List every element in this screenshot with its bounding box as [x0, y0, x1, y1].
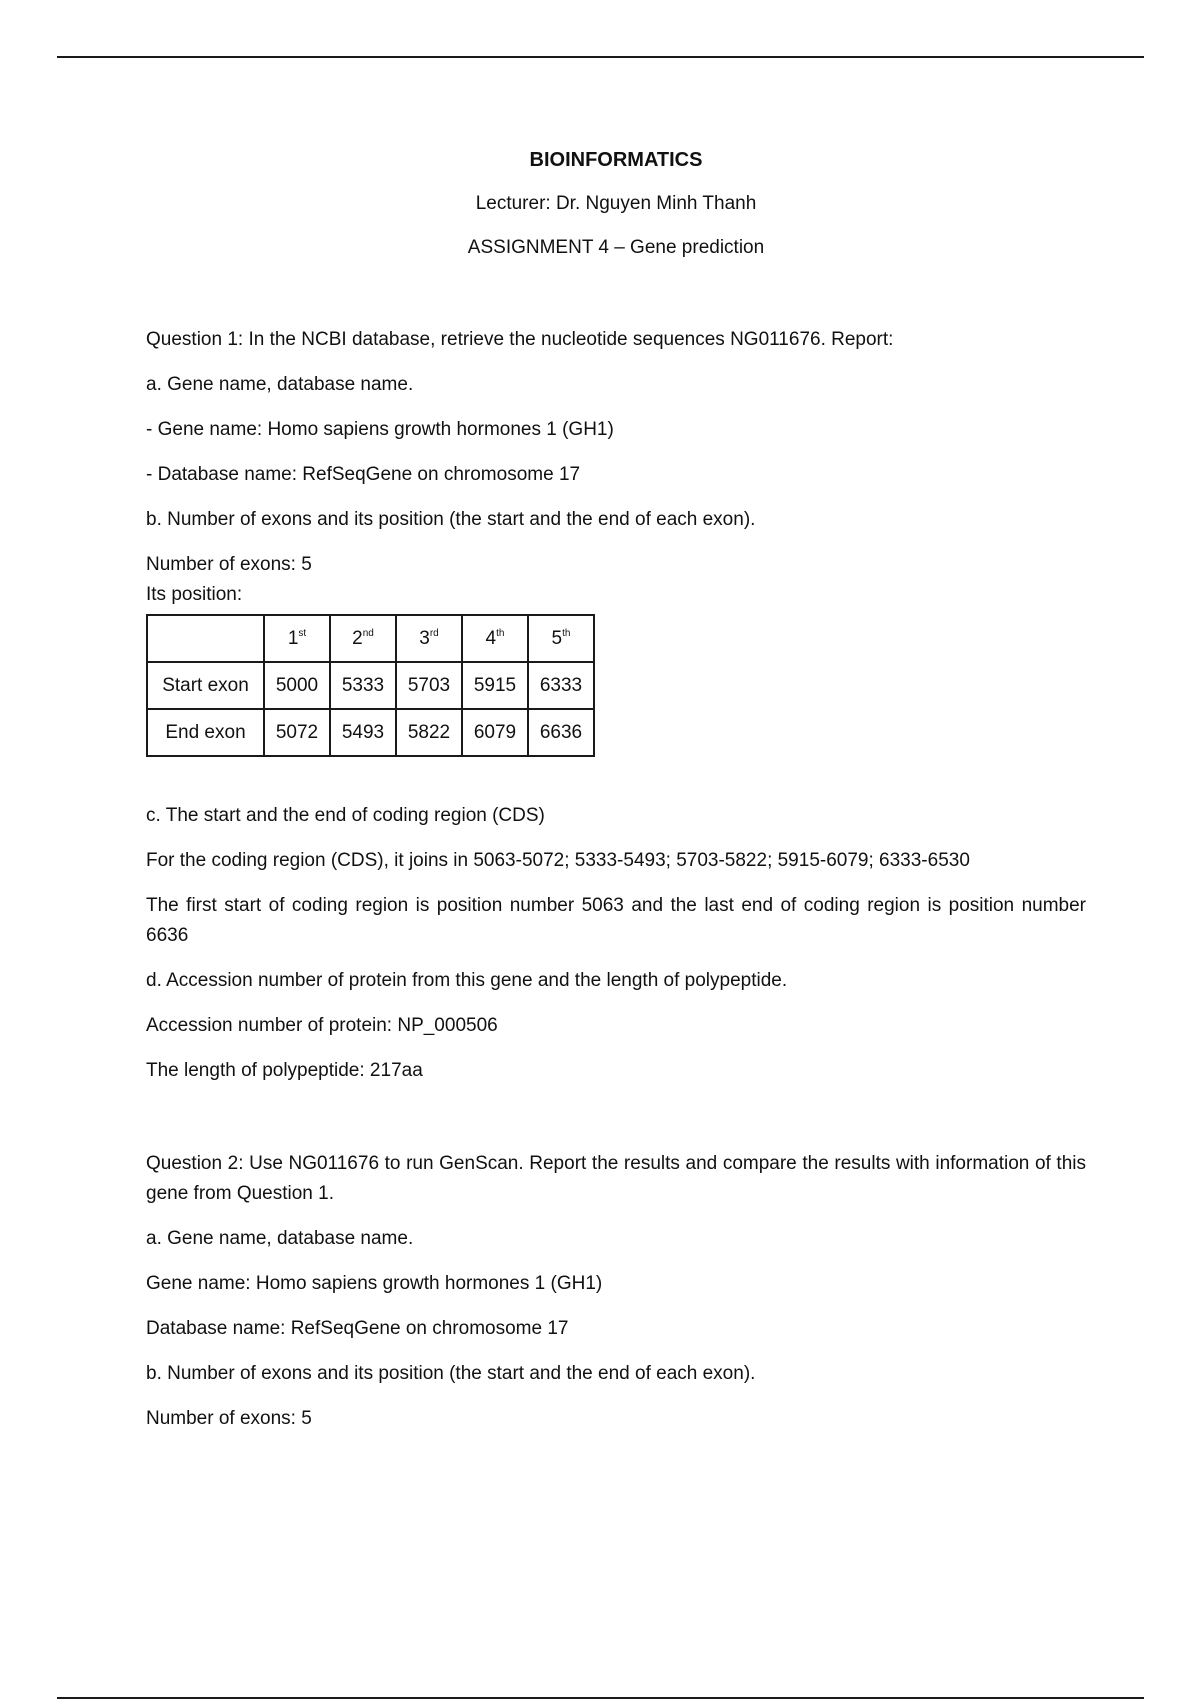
table-header-cell: 3rd: [396, 615, 462, 662]
q2-database-name: Database name: RefSeqGene on chromosome 17: [146, 1318, 569, 1339]
q1-accession: Accession number of protein: NP_000506: [146, 1015, 498, 1036]
table-cell: 5915: [462, 662, 528, 709]
table-cell: 5072: [264, 709, 330, 756]
q2-question: Question 2: Use NG011676 to run GenScan. Report the results and compare the results with information of this gene from Question 1.: [146, 1153, 1086, 1204]
q2-exon-count: Number of exons: 5: [146, 1408, 312, 1429]
table-header-row: [147, 615, 594, 662]
table-header-cell: 5th: [528, 615, 594, 662]
q2-b-label: b. Number of exons and its position (the start and the end of each exon).: [146, 1363, 756, 1384]
table-row: [147, 709, 594, 756]
bottom-rule: [57, 1697, 1144, 1699]
q1-a-label: a. Gene name, database name.: [146, 374, 414, 395]
q1-b-label: b. Number of exons and its position (the start and the end of each exon).: [146, 509, 756, 530]
table-cell: 5493: [330, 709, 396, 756]
spacer: [146, 277, 1086, 325]
document-page: [146, 140, 1086, 1449]
table-cell: 5333: [330, 662, 396, 709]
q1-exon-count: Number of exons: 5: [146, 554, 312, 575]
q1-cds-summary: The first start of coding region is position number 5063 and the last end of coding region is position number 6636: [146, 895, 1086, 946]
q1-position-label: Its position:: [146, 584, 243, 605]
q1-cds-join: For the coding region (CDS), it joins in 5063-5072; 5333-5493; 5703-5822; 5915-6079; 6333-6530: [146, 850, 970, 871]
q1-question: Question 1: In the NCBI database, retrieve the nucleotide sequences NG011676. Report:: [146, 329, 894, 350]
lecturer-line: Lecturer: Dr. Nguyen Minh Thanh: [475, 193, 757, 214]
table-cell: 5822: [396, 709, 462, 756]
assignment-line: ASSIGNMENT 4 – Gene prediction: [467, 237, 765, 258]
table-cell: 6333: [528, 662, 594, 709]
table-cell: 6079: [462, 709, 528, 756]
table-row-label: Start exon: [147, 662, 264, 709]
q1-database-name: - Database name: RefSeqGene on chromosome 17: [146, 464, 581, 485]
table-row-label: End exon: [147, 709, 264, 756]
table-cell: 5703: [396, 662, 462, 709]
spacer: [146, 1101, 1086, 1149]
table-header-cell: 2nd: [330, 615, 396, 662]
q2-a-label: a. Gene name, database name.: [146, 1228, 414, 1249]
table-corner-cell: [147, 615, 264, 662]
q1-c-label: c. The start and the end of coding region (CDS): [146, 805, 545, 826]
q1-length: The length of polypeptide: 217aa: [146, 1060, 423, 1081]
table-header-cell: 1st: [264, 615, 330, 662]
table-cell: 6636: [528, 709, 594, 756]
q1-d-label: d. Accession number of protein from this gene and the length of polypeptide.: [146, 970, 788, 991]
document-title: BIOINFORMATICS: [529, 149, 703, 171]
table-cell: 5000: [264, 662, 330, 709]
top-rule: [57, 56, 1144, 58]
table-row: [147, 662, 594, 709]
q2-gene-name: Gene name: Homo sapiens growth hormones 1 (GH1): [146, 1273, 603, 1294]
exon-position-table: [146, 614, 595, 757]
table-header-cell: 4th: [462, 615, 528, 662]
q1-gene-name: - Gene name: Homo sapiens growth hormones 1 (GH1): [146, 419, 614, 440]
